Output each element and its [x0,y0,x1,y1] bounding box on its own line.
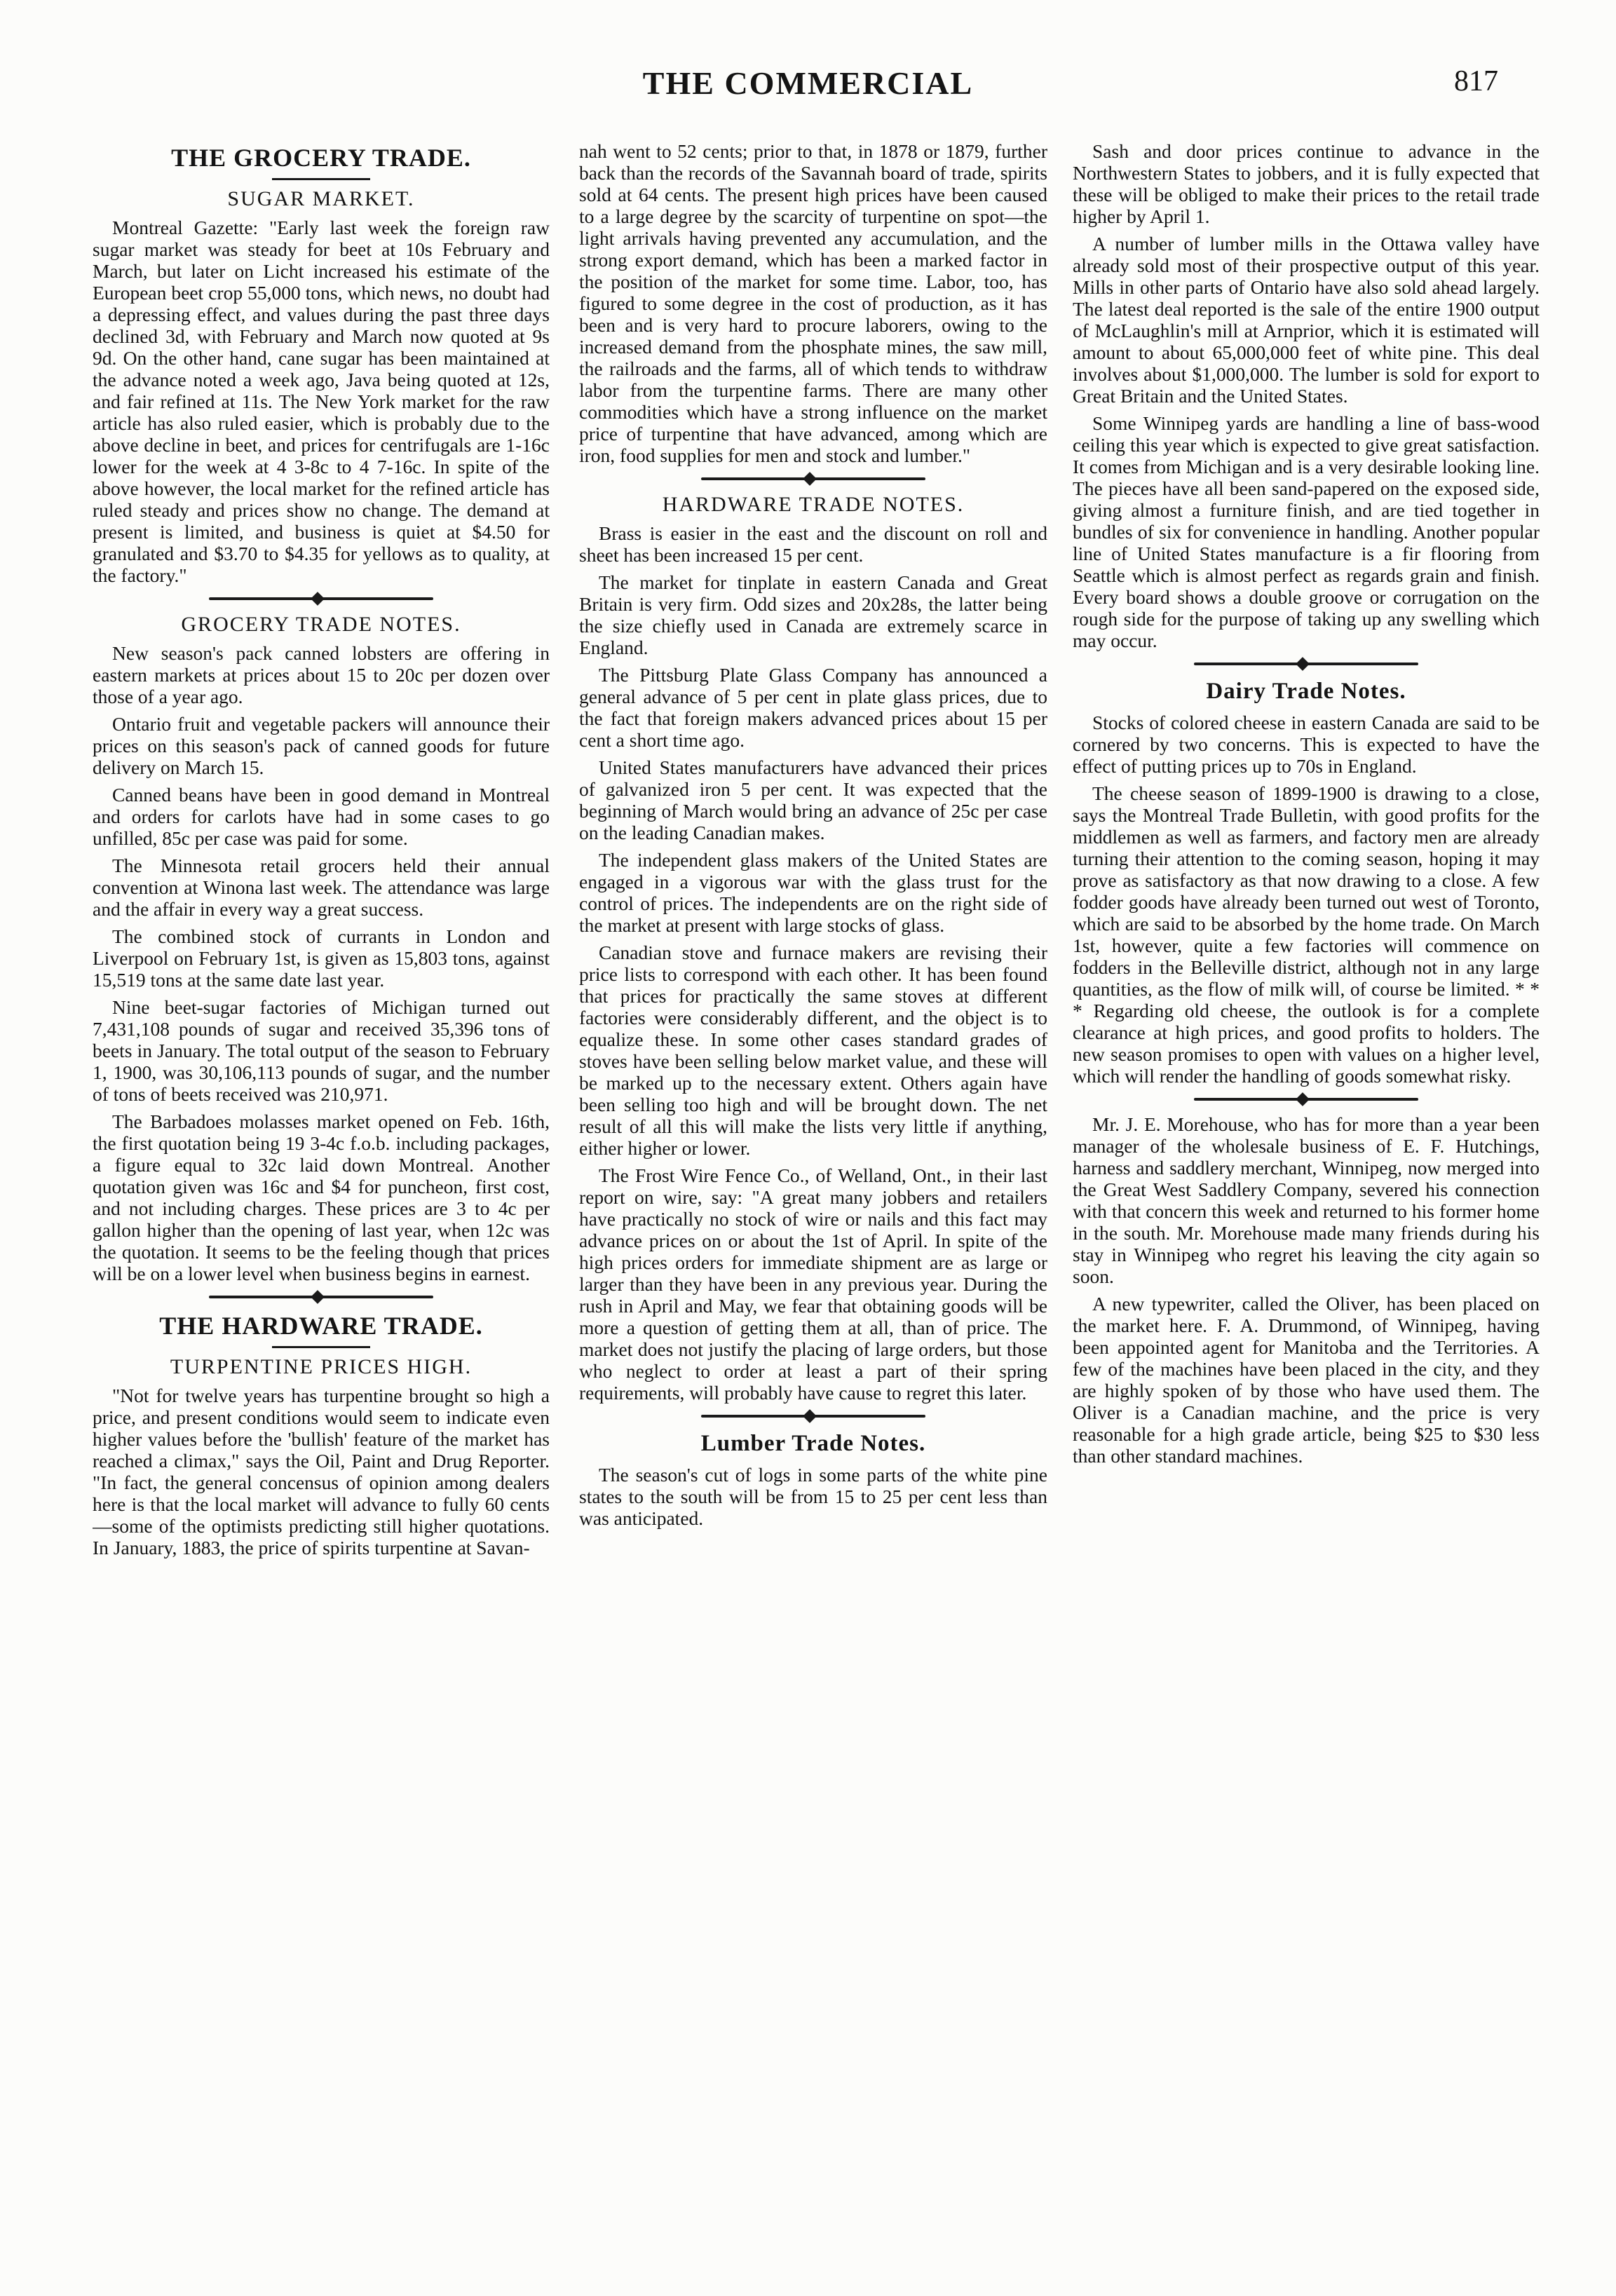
article-paragraph: Canned beans have been in good demand in Montreal and orders for carlots have had in some cases to go unfilled, 85c per case was paid for some. [93,784,550,849]
hardware-notes-heading: HARDWARE TRADE NOTES. [662,493,965,516]
lumber-notes-heading: Lumber Trade Notes. [700,1431,926,1456]
article-paragraph: The combined stock of currants in London and Liverpool on February 1st, is given as 15,803 tons, against 15,519 tons at the same date last year. [93,925,550,991]
sugar-market-paragraph: Montreal Gazette: "Early last week the foreign raw sugar market was steady for beet at 10s February and March, but later on Licht increased his estimate of the European beet crop 55,000 tons, which news, no doubt had a depressing effect, and values during the past three days declined 3d, with February and March now quoted at 9s 9d. On the other hand, cane sugar has been maintained at the advance noted a week ago, Java being quoted at 12s, and fair refined at 11s. The New York market for the raw article has also ruled easier, which is probably due to the above decline in beet, and prices for centrifugals are 1-16c lower for the week at 4 3-8c to 4 7-16c. In spite of the above however, the local market for the refined article has ruled steady and prices show no change. The demand at present is limited, and business is quiet at $4.50 for granulated and $3.70 to $4.35 for yellows as to quality, at the factory." [93,217,550,586]
column-3 [1073,140,1540,2264]
article-paragraph: nah went to 52 cents; prior to that, in 1878 or 1879, further back than the records of the Savannah board of trade, spirits sold at 64 cents. The present high prices have been caused to a large degree by the scarcity of turpentine on spot—the light arrivals having prevented any accumulation, and the strong export demand, which has been a marked factor in the position of the market for some time. Labor, too, has figured to some degree in the cost of production, as it has been and is very hard to procure laborers, owing to the increased demand from the phosphate mines, the saw mill, the railroads and the farms, all of which tends to withdraw labor from the turpentine farms. There are many other commodities which have a strong influence on the market price of turpentine that have advanced, among which are iron, food supplies for men and stock and lumber." [579,140,1047,466]
page-number: 817 [1454,65,1498,97]
article-paragraph: Some Winnipeg yards are handling a line of bass-wood ceiling this year which is expected to give great satisfaction. It comes from Michigan and is a very desirable looking line. The pieces have all been sand-papered on the exposed side, giving almost a furniture finish, and are tied together in bundles of six for convenience in handling. Another popular line of United States manufacture is a fir flooring from Seattle which is almost perfect as regards grain and finish. Every board shows a double groove or corrugation on the rough side for the purpose of taking up any swelling which may occur. [1073,412,1540,651]
article-paragraph: The cheese season of 1899-1900 is drawing to a close, says the Montreal Trade Bulletin, with good profits for the middlemen as well as farmers, and factory men are already turning their attention to the coming season, hoping it may prove as satisfactory as that now drawing to a close. A few fodder goods have already been turned out west of Toronto, which are said to be absorbed by the home trade. On March 1st, however, quite a few factories will commence on fodders in the Belleville district, although not in any large quantities, as the flow of milk will, of course be limited. * * * Regarding old cheese, the outlook is for a complete clearance at high prices, and good profits to holders. The new season promises to open with values on a higher level, which will render the handling of goods somewhat risky. [1073,782,1540,1087]
article-paragraph: The Barbadoes molasses market opened on Feb. 16th, the first quotation being 19 3-4c f.o.b. including packages, a figure equal to 32c laid down Montreal. Another quotation given was 16c and $4 for puncheon, first cost, and not including charges. These prices are 3 to 4c per gallon higher than the opening of last year, when 12c was the quotation. It seems to be the feeling though that prices will be on a lower level when business begins in earnest. [93,1110,550,1284]
column-1 [93,140,550,2264]
short-rule [272,1346,370,1348]
section-divider [1194,658,1418,670]
article-paragraph: Brass is easier in the east and the discount on roll and sheet has been increased 15 per cent. [579,522,1047,566]
column-2 [579,140,1047,2264]
turpentine-heading: TURPENTINE PRICES HIGH. [170,1355,473,1378]
article-paragraph: A number of lumber mills in the Ottawa valley have already sold most of their prospective output of this year. Mills in other parts of Ontario have also sold ahead largely. The latest deal reported is the sale of the entire 1900 output of McLaughlin's mill at Arnprior, which it is estimated will amount to about 65,000,000 feet of white pine. This deal involves about $1,000,000. The lumber is sold for export to Great Britain and the United States. [1073,233,1540,407]
article-paragraph: "Not for twelve years has turpentine brought so high a price, and present conditions would seem to indicate even higher values before the 'bullish' feature of the market has reached a climax," says the Oil, Paint and Drug Reporter. "In fact, the general concensus of opinion among dealers here is that the local market will advance to fully 60 cents—some of the optimists predicting still higher quotations. In January, 1883, the price of spirits turpentine at Savan- [93,1385,550,1558]
article-paragraph: Nine beet-sugar factories of Michigan turned out 7,431,108 pounds of sugar and received 35,396 tons of beets in January. The total output of the season to February 1, 1900, was 30,106,113 pounds of sugar, and the number of tons of beets received was 210,971. [93,996,550,1105]
masthead [0,64,1616,121]
article-paragraph: Ontario fruit and vegetable packers will announce their prices on this season's pack of canned goods for future delivery on March 15. [93,713,550,778]
article-paragraph: The Pittsburg Plate Glass Company has announced a general advance of 5 per cent in plate glass prices, due to the fact that foreign makers advanced prices about 15 per cent a short time ago. [579,664,1047,751]
section-divider [1194,1094,1418,1105]
article-paragraph: United States manufacturers have advanced their prices of galvanized iron 5 per cent. It was expected that the beginning of March would bring an advance of 25c per case on the leading Canadian makes. [579,756,1047,843]
article-paragraph: The Frost Wire Fence Co., of Welland, Ont., in their last report on wire, say: "A great many jobbers and retailers have practically no stock of wire or nails and this fact may advance prices on or about the 1st of April. In spite of the high prices orders for immediate shipment are as large or larger than they have been in any previous year. During the rush in April and May, we fear that obtaining goods will be more a question of getting them at all, than of price. The market does not justify the placing of large orders, but those who neglect to order at least a part of their spring requirements, will probably have cause to regret this later. [579,1164,1047,1404]
article-paragraph: Sash and door prices continue to advance in the Northwestern States to jobbers, and it is fully expected that these will be obliged to make their prices to the retail trade higher by April 1. [1073,140,1540,227]
article-paragraph: A new typewriter, called the Oliver, has been placed on the market here. F. A. Drummond, of Winnipeg, having been appointed agent for Manitoba and the Territories. A few of the machines have been placed in the city, and they are highly spoken of by those who have used them. The Oliver is a Canadian machine, and the price is very reasonable for a high grade article, being $25 to $30 less than other standard machines. [1073,1293,1540,1467]
article-paragraph: Canadian stove and furnace makers are revising their price lists to correspond with each other. It has been found that prices for practically the same stoves at different factories were considerably different, and the object is to equalize these. In some other cases standard grades of stoves have been selling below market value, and these will be marked up to the necessary extent. Others again have been selling too high and will be brought down. The net result of all this will make the lists very little if anything, either higher or lower. [579,942,1047,1159]
section-divider [701,473,925,484]
article-paragraph: The independent glass makers of the United States are engaged in a vigorous war with the glass trust for the control of prices. The independents are on the right side of the market at present with large stocks of glass. [579,849,1047,936]
hardware-trade-heading: THE HARDWARE TRADE. [159,1312,483,1340]
article-paragraph: The season's cut of logs in some parts of the white pine states to the south will be from 15 to 25 per cent less than was anticipated. [579,1464,1047,1529]
sugar-market-heading: SUGAR MARKET. [227,187,415,210]
article-paragraph: New season's pack canned lobsters are offering in eastern markets at prices about 15 to 20c per dozen over those of a year ago. [93,642,550,707]
section-divider [701,1411,925,1422]
short-rule [272,178,370,180]
article-paragraph: The market for tinplate in eastern Canada and Great Britain is very firm. Odd sizes and 20x28s, the latter being the size chiefly used in Canada are extremely scarce in England. [579,571,1047,658]
newspaper-title: THE COMMERCIAL [642,65,974,101]
grocery-trade-heading: THE GROCERY TRADE. [171,144,471,172]
article-paragraph: Mr. J. E. Morehouse, who has for more than a year been manager of the wholesale business of E. F. Hutchings, harness and saddlery merchant, Winnipeg, now merged into the Great West Saddlery Company, severed his connection with that concern this week and returned to his former home in the south. Mr. Morehouse made many friends during his stay in Winnipeg who regret his leaving the city again so soon. [1073,1113,1540,1287]
dairy-notes-heading: Dairy Trade Notes. [1206,679,1406,704]
article-paragraph: Stocks of colored cheese in eastern Canada are said to be cornered by two concerns. This is expected to have the effect of putting prices up to 70s in England. [1073,712,1540,777]
article-paragraph: The Minnesota retail grocers held their annual convention at Winona last week. The attendance was large and the affair in every way a great success. [93,855,550,920]
section-divider [209,593,433,604]
grocery-notes-heading: GROCERY TRADE NOTES. [181,613,461,636]
section-divider [209,1291,433,1303]
